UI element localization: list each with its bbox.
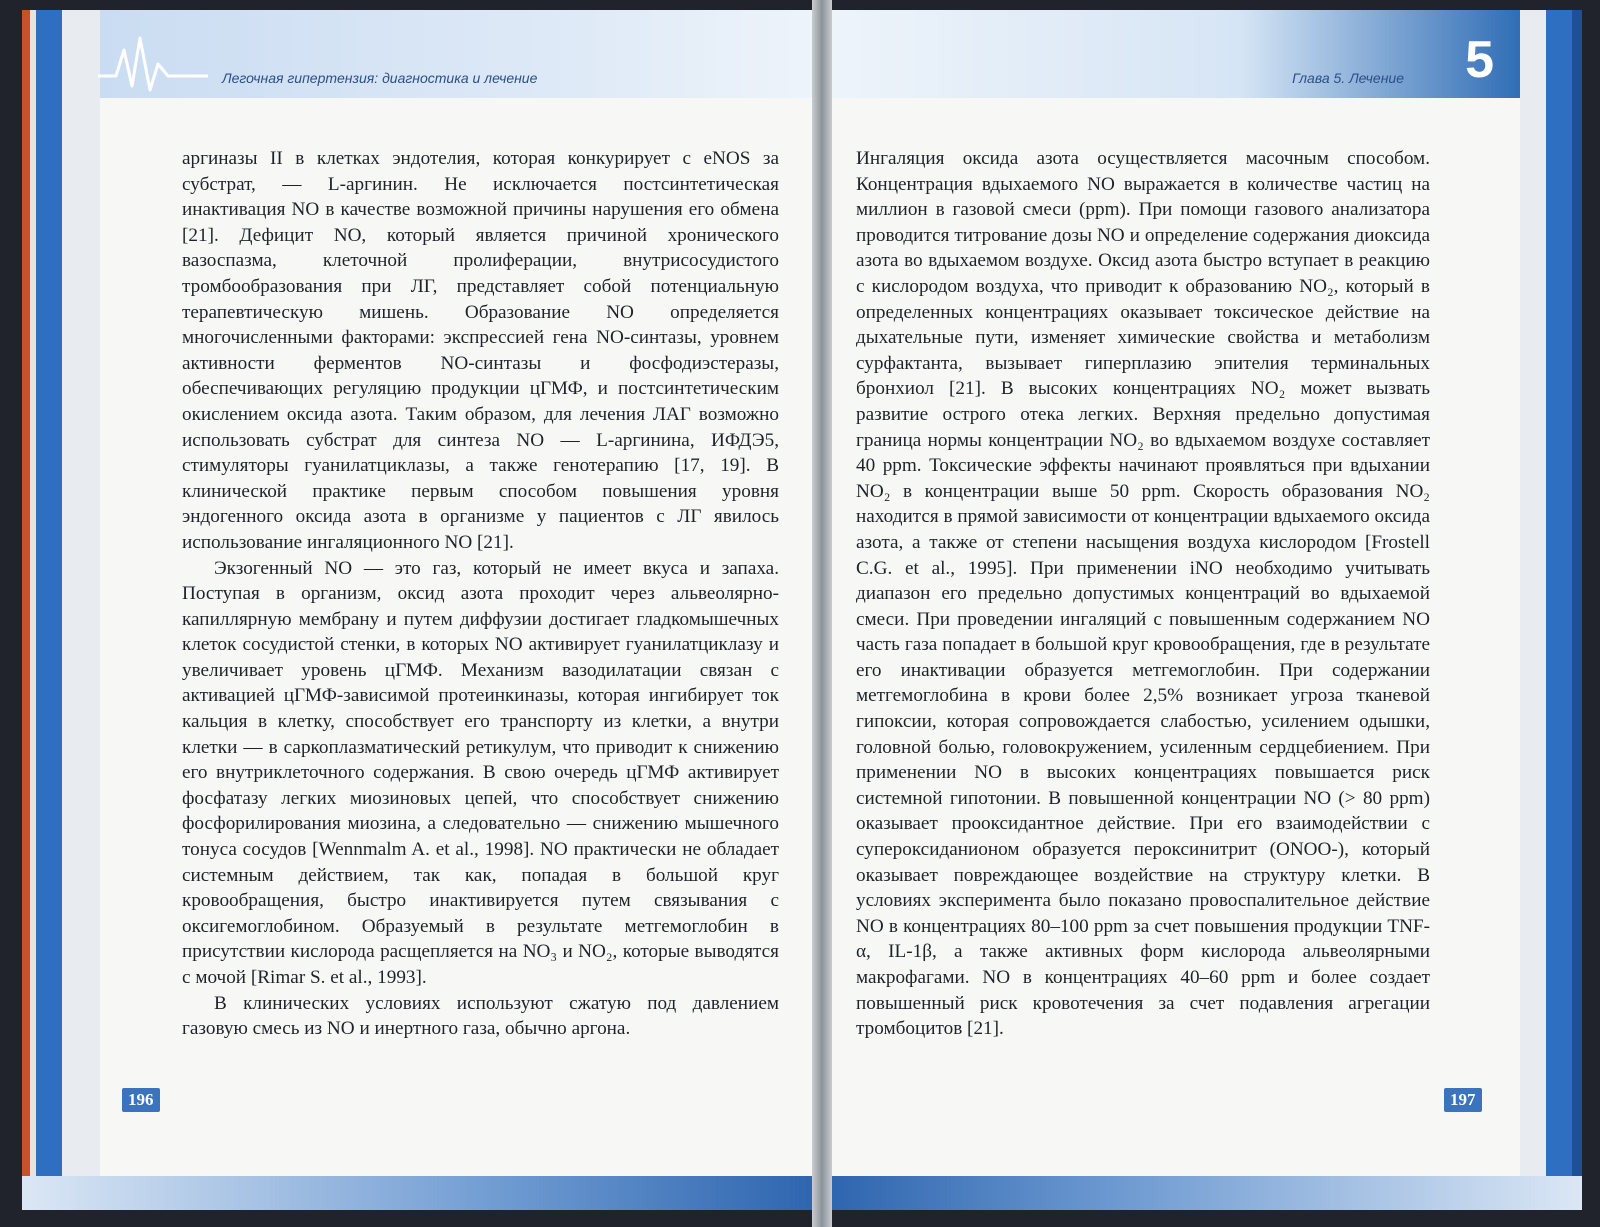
heartbeat-pulse-icon	[98, 28, 208, 98]
right-footer-band	[822, 1176, 1582, 1210]
page-number-right: 197	[1444, 1088, 1482, 1112]
left-page-edge	[22, 10, 100, 1210]
running-title-right: Глава 5. Лечение	[1292, 70, 1404, 86]
right-page-text	[856, 146, 1430, 1042]
page-number-left: 196	[122, 1088, 160, 1112]
right-page	[822, 10, 1582, 1210]
paragraph: аргиназы II в клетках эндотелия, которая конкурирует с eNOS за субстрат, — L-аргинин. Не исключается постсинтетическая инактивация NO в качестве возможной причины нарушения его обмена [21]. Дефицит NO, который является причиной хронического вазоспазма, клеточной пролиферации, внутрисосудистого тромбообразования при ЛГ, представляет собой потенциальную терапевтическую мишень. Образование NO определяется многочисленными факторами: экспрессией гена NO-синтазы, уровнем активности ферментов NO-синтазы и фосфодиэстеразы, обеспечивающих регуляцию продукции цГМФ, и постсинтетическим окислением оксида азота. Таким образом, для лечения ЛАГ возможно использовать субстрат для синтеза NO — L-аргинина, ИФДЭ5, стимуляторы гуанилатциклазы, а также генотерапию [17, 19]. В клинической практике первым способом повышения уровня эндогенного оксида азота в организме у пациентов с ЛГ явилось использование ингаляционного NO [21].	[182, 148, 779, 553]
left-page-text	[182, 146, 779, 1042]
running-title-left: Легочная гипертензия: диагностика и лечение	[222, 70, 538, 86]
paragraph: Экзогенный NO — это газ, который не имеет вкуса и запаха. Поступая в организм, оксид азота проходит через альвеолярно-капиллярную мембрану и путем диффузии достигает гладкомышечных клеток сосудистой стенки, в которых NO активирует гуанилатциклазу и увеличивает уровень цГМФ. Механизм вазодилатации связан с активацией цГМФ-зависимой протеинкиназы, которая ингибирует ток кальция в клетку, способствует его транспорту из клетки, а внутри клетки — в саркоплазматический ретикулум, что приводит к снижению его внутриклеточного содержания. В свою очередь цГМФ активирует фосфатазу легких миозиновых цепей, что способствует снижению фосфорилирования миозина, а следовательно — снижению мышечного тонуса сосудов [Wennmalm A. et al., 1998]. NO практически не обладает системным действием, так как, попадая в большой круг кровообращения, быстро инактивируется путем связывания с оксигемоглобином. Образуемый в результате метгемоглобин в присутствии кислорода расщепляется на NO₃ и NO₂, которые выводятся с мочой [Rimar S. et al., 1993].	[182, 557, 779, 988]
right-page-edge	[1520, 10, 1582, 1210]
paragraph: Ингаляция оксида азота осуществляется масочным способом. Концентрация вдыхаемого NO выражается в количестве частиц на миллион в газовой смеси (ppm). При помощи газового анализатора проводится титрование дозы NO и определение содержания диоксида азота во вдыхаемом воздухе. Оксид азота быстро вступает в реакцию с кислородом воздуха, что приводит к образованию NO₂, который в определенных концентрациях оказывает токсическое действие на дыхательные пути, изменяет химические свойства и метаболизм сурфактанта, вызывает гиперплазию эпителия терминальных бронхиол [21]. В высоких концентрациях NO₂ может вызвать развитие острого отека легких. Верхняя предельно допустимая граница нормы концентрации NO₂ во вдыхаемом воздухе составляет 40 ppm. Токсические эффекты начинают проявляться при вдыхании NO₂ в концентрации выше 50 ppm. Скорость образования NO₂ находится в прямой зависимости от концентрации вдыхаемого оксида азота, а также от степени насыщения воздуха кислородом [Frostell C.G. et al., 1995]. При применении iNO необходимо учитывать диапазон его предельно допустимых концентраций во вдыхаемой смеси. При проведении ингаляций с повышенным содержанием NO часть газа попадает в большой круг кровообращения, где в результате его инактивации образуется метгемоглобин. При содержании метгемоглобина в крови более 2,5% возникает угроза тканевой гипоксии, которая сопровождается слабостью, усилением одышки, головной болью, головокружением, усиленным сердцебиением. При применении NO в высоких концентрациях повышается риск системной гипотонии. В повышенной концентрации NO (> 80 ppm) оказывает прооксидантное действие. При его взаимодействии с супероксиданионом образуется пероксинитрит (ONOO-), который оказывает повреждающее воздействие на структуру клетки. В условиях эксперимента было показано провоспалительное действие NO в концентрациях 80–100 ppm за счет повышения продукции TNF-α, IL-1β, а также активных форм кислорода альвеолярными макрофагами. NO в концентрациях 40–60 ppm и более создает повышенный риск кровотечения за счет подавления агрегации тромбоцитов [21].	[856, 148, 1430, 1040]
chapter-number: 5	[1465, 31, 1494, 89]
paragraph: В клинических условиях используют сжатую под давлением газовую смесь из NO и инертного газа, обычно аргона.	[182, 992, 779, 1040]
left-page	[22, 10, 822, 1210]
left-footer-band	[22, 1176, 822, 1210]
book-spine	[812, 0, 832, 1227]
